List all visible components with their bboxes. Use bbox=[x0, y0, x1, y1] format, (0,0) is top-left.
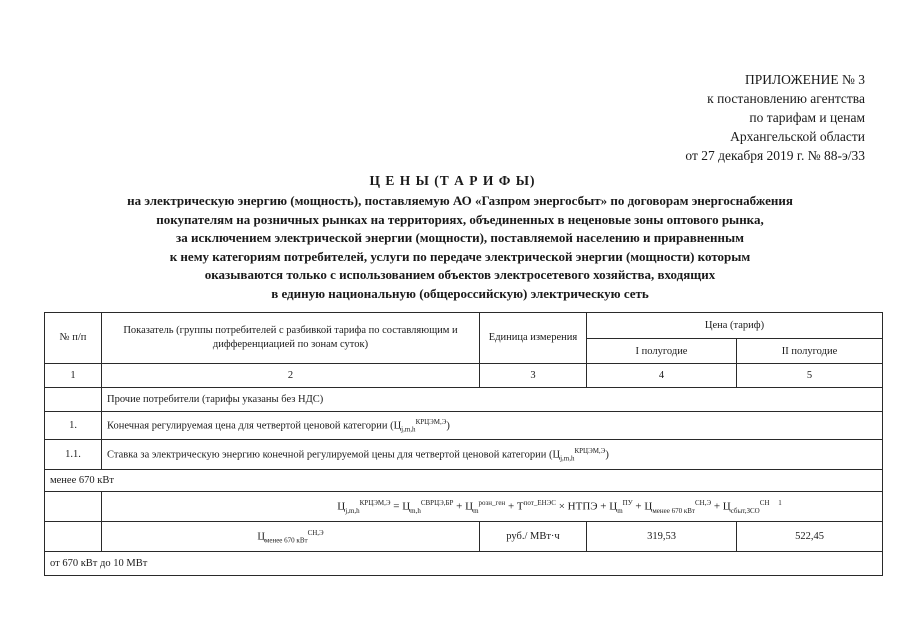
appendix-line: по тарифам и ценам bbox=[749, 110, 865, 125]
row-energy-rate bbox=[102, 440, 883, 470]
document-title: Ц Е Н Ы (Т А Р И Ф Ы) bbox=[369, 173, 536, 188]
formula-sup: СН,Э bbox=[694, 498, 712, 507]
subtitle-line: в единую национальную (общероссийскую) электрическую сеть bbox=[271, 285, 649, 301]
col-number: 2 bbox=[102, 364, 480, 388]
subtitle-line: за исключением электрической энергии (мощности), поставляемой населению и приравненным bbox=[176, 230, 744, 245]
formula-sub: m bbox=[617, 506, 623, 515]
cn-unit: руб./ МВт·ч bbox=[480, 522, 587, 552]
cn-sup: СН,Э bbox=[307, 528, 324, 537]
formula-sub: m,h bbox=[410, 506, 421, 515]
row-text: Ставка за электрическую энергию конечной регулируемой цены для четвертой ценовой категории (Ц bbox=[107, 449, 561, 461]
formula-sup: СН bbox=[759, 498, 770, 507]
group-less-670: менее 670 кВт bbox=[45, 470, 883, 492]
header-half1: I полугодие bbox=[587, 339, 737, 364]
col-number: 3 bbox=[480, 364, 587, 388]
empty-cell bbox=[45, 492, 102, 522]
formula-sub: сбыт,ЗСО bbox=[730, 506, 760, 515]
appendix-line: ПРИЛОЖЕНИЕ № 3 bbox=[744, 72, 865, 87]
row-sub: j,m,h bbox=[401, 425, 416, 434]
price-formula: $Ц_{j,m,h}^{КРЦЭМ,Э} = Ц_{m,h}^{СВРЦЭ,БР} + Ц_m^{розн\_ген} + T^{пот\_ЕНЭС}$ × НТПЭ + $Ц_m^{ПУ} + Ц_{менее 670 кВт}^{СН,Э} + Ц_{сбыт,ЗСО}^{СН}$ $^1$ bbox=[102, 492, 883, 522]
row-num: 1. bbox=[45, 412, 102, 440]
tariff-table bbox=[44, 312, 883, 576]
col-number: 4 bbox=[587, 364, 737, 388]
header-half2: II полугодие bbox=[737, 339, 883, 364]
row-sup: КРЦЭМ,Э bbox=[415, 417, 447, 426]
row-close: ) bbox=[605, 449, 609, 461]
cn-price-half1: 319,53 bbox=[587, 522, 737, 552]
cn-sub: менее 670 кВт bbox=[264, 536, 308, 545]
subtitle-line: покупателям на розничных рынках на территориях, объединенных в неценовые зоны оптового рынка, bbox=[156, 211, 764, 227]
empty-cell bbox=[45, 388, 102, 412]
formula-mult: × НТПЭ bbox=[558, 500, 598, 513]
document-subtitle bbox=[40, 192, 880, 303]
header-price: Цена (тариф) bbox=[587, 313, 883, 339]
empty-cell bbox=[45, 522, 102, 552]
header-unit: Единица измерения bbox=[480, 313, 587, 364]
cn-price-half2: 522,45 bbox=[737, 522, 883, 552]
appendix-line: к постановлению агентства bbox=[707, 91, 865, 106]
formula-sub: m bbox=[473, 506, 479, 515]
formula-sup: розн_ген bbox=[478, 498, 506, 507]
formula-sup: СВРЦЭ,БР bbox=[420, 498, 454, 507]
subtitle-line: оказываются только с использованием объектов электросетевого хозяйства, входящих bbox=[204, 267, 716, 282]
appendix-line: Архангельской области bbox=[730, 129, 865, 144]
formula-sub: менее 670 кВт bbox=[652, 506, 695, 515]
formula-sup: КРЦЭМ,Э bbox=[359, 498, 391, 507]
col-number: 1 bbox=[45, 364, 102, 388]
cn-component: $Ц_{менее 670 кВт}^{СН,Э}$ bbox=[102, 522, 480, 552]
formula-sub: j,m,h bbox=[345, 506, 360, 515]
row-num: 1.1. bbox=[45, 440, 102, 470]
section-other-consumers: Прочие потребители (тарифы указаны без НДС) bbox=[102, 388, 883, 412]
row-text: Конечная регулируемая цена для четвертой ценовой категории (Ц bbox=[107, 420, 402, 432]
subtitle-line: к нему категориям потребителей, услуги по передаче электрической энергии (мощности) которым bbox=[169, 248, 751, 264]
formula-sup: пот_ЕНЭС bbox=[523, 498, 556, 507]
header-indicator: Показатель (группы потребителей с разбивкой тарифа по составляющим и дифференциацией по зонам суток) bbox=[102, 313, 480, 364]
appendix-block bbox=[605, 70, 865, 165]
header-num: № п/п bbox=[45, 313, 102, 364]
row-sup: КРЦЭМ,Э bbox=[574, 446, 606, 455]
row-close: ) bbox=[446, 420, 450, 432]
row-final-price bbox=[102, 412, 883, 440]
formula-sup: ПУ bbox=[622, 498, 633, 507]
formula-footnote: 1 bbox=[778, 498, 782, 507]
group-670-10mw: от 670 кВт до 10 МВт bbox=[45, 552, 883, 576]
subtitle-line: на электрическую энергию (мощность), поставляемую АО «Газпром энергосбыт» по договорам энергоснабжения bbox=[127, 193, 793, 208]
col-number: 5 bbox=[737, 364, 883, 388]
appendix-line: от 27 декабря 2019 г. № 88-э/33 bbox=[685, 148, 865, 163]
row-sub: j,m,h bbox=[560, 454, 575, 463]
